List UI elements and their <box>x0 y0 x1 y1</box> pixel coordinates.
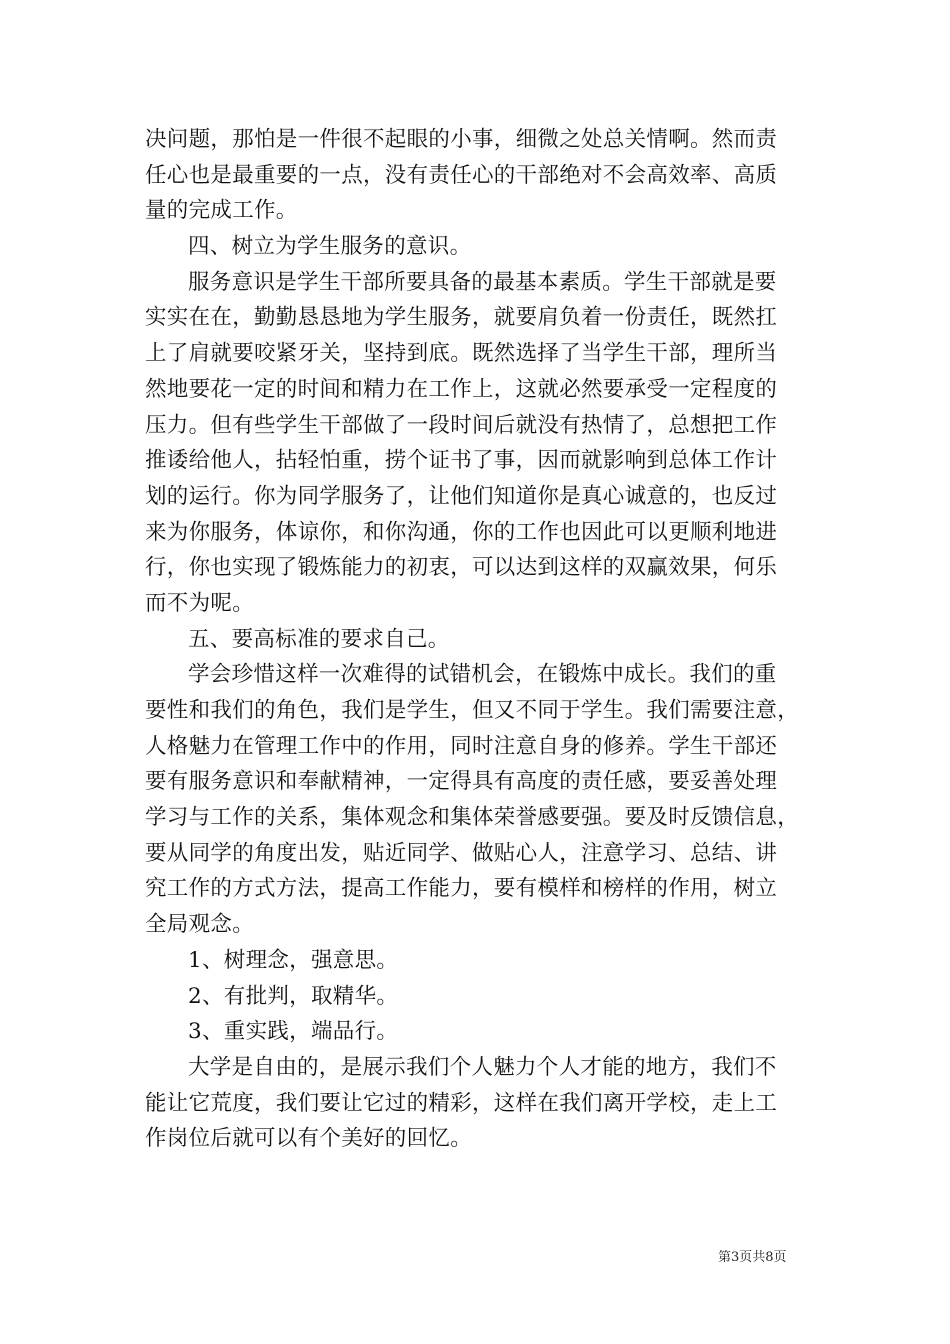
text-line: 然地要花一定的时间和精力在工作上，这就必然要承受一定程度的 <box>145 376 778 402</box>
text-line: 2、有批判，取精华。 <box>188 983 399 1009</box>
text-line: 决问题，那怕是一件很不起眼的小事，细微之处总关情啊。然而责 <box>145 127 778 152</box>
body-text <box>145 122 825 1157</box>
paragraph <box>145 1050 825 1157</box>
text-line: 大学是自由的，是展示我们个人魅力个人才能的地方，我们不 <box>188 1054 777 1080</box>
text-line: 而不为呢。 <box>145 590 255 616</box>
text-line: 学会珍惜这样一次难得的试错机会，在锻炼中成长。我们的重 <box>188 662 777 688</box>
text-line: 服务意识是学生干部所要具备的最基本素质。学生干部就是要 <box>188 269 777 295</box>
text-line: 学习与工作的关系，集体观念和集体荣誉感要强。要及时反馈信息， <box>145 805 800 831</box>
page-number-footer: 第3页共8页 <box>718 1250 787 1265</box>
text-line: 压力。但有些学生干部做了一段时间后就没有热情了，总想把工作 <box>145 412 778 438</box>
text-line: 量的完成工作。 <box>145 198 298 224</box>
text-line: 人格魅力在管理工作中的作用，同时注意自身的修养。学生干部还 <box>145 733 778 759</box>
text-line: 四、树立为学生服务的意识。 <box>188 234 472 260</box>
paragraph <box>145 979 825 1015</box>
paragraph <box>145 229 825 265</box>
text-line: 实实在在，勤勤恳恳地为学生服务，就要肩负着一份责任，既然扛 <box>145 305 778 331</box>
paragraph <box>145 265 825 622</box>
paragraph <box>145 943 825 979</box>
text-line: 来为你服务，体谅你，和你沟通，你的工作也因此可以更顺利地进 <box>145 519 778 545</box>
text-line: 任心也是最重要的一点，没有责任心的干部绝对不会高效率、高质 <box>145 162 778 188</box>
text-line: 上了肩就要咬紧牙关，坚持到底。既然选择了当学生干部，理所当 <box>145 341 778 367</box>
text-line: 划的运行。你为同学服务了，让他们知道你是真心诚意的，也反过 <box>145 483 778 509</box>
text-line: 能让它荒度，我们要让它过的精彩，这样在我们离开学校，走上工 <box>145 1090 778 1116</box>
text-line: 要有服务意识和奉献精神，一定得具有高度的责任感，要妥善处理 <box>145 769 778 795</box>
paragraph <box>145 122 825 229</box>
text-line: 五、要高标准的要求自己。 <box>188 626 450 652</box>
text-line: 作岗位后就可以有个美好的回忆。 <box>145 1126 473 1152</box>
text-line: 行，你也实现了锻炼能力的初衷，可以达到这样的双赢效果，何乐 <box>145 555 778 581</box>
paragraph <box>145 657 825 943</box>
text-line: 3、重实践，端品行。 <box>188 1019 399 1045</box>
paragraph <box>145 1014 825 1050</box>
text-line: 全局观念。 <box>145 912 255 938</box>
text-line: 要从同学的角度出发，贴近同学、做贴心人，注意学习、总结、讲 <box>145 840 778 866</box>
text-line: 推诿给他人，拈轻怕重，捞个证书了事，因而就影响到总体工作计 <box>145 448 778 474</box>
text-line: 1、树理念，强意思。 <box>188 947 399 973</box>
text-line: 究工作的方式方法，提高工作能力，要有模样和榜样的作用，树立 <box>145 876 778 902</box>
text-line: 要性和我们的角色，我们是学生，但又不同于学生。我们需要注意， <box>145 698 800 723</box>
paragraph <box>145 622 825 658</box>
